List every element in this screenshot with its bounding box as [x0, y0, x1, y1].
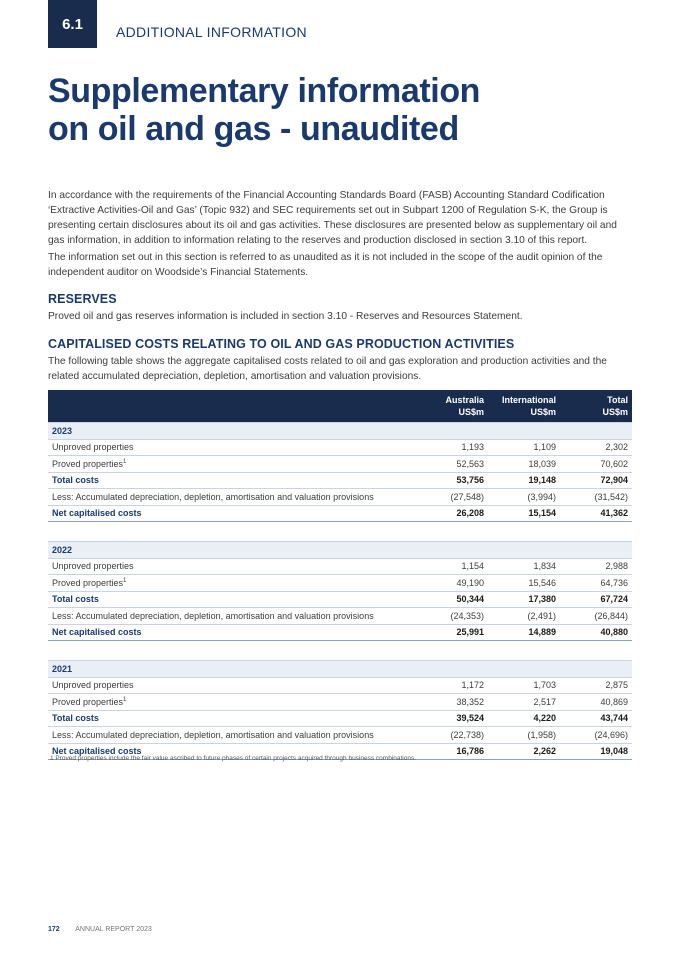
row-value: 26,208 [416, 505, 488, 522]
row-value: 19,148 [488, 472, 560, 489]
row-value: (24,353) [416, 608, 488, 625]
row-label: Proved properties$^1$ [48, 456, 416, 473]
year-label: 2023 [48, 423, 632, 440]
row-label: Total costs [48, 710, 416, 727]
row-value: 1,172 [416, 677, 488, 694]
row-label: Proved properties$^1$ [48, 694, 416, 711]
table-row [48, 710, 632, 727]
row-value: 1,834 [488, 558, 560, 575]
table-header-row [48, 390, 632, 423]
row-value: 1,154 [416, 558, 488, 575]
row-value: (31,542) [560, 489, 632, 506]
year-row [48, 542, 632, 559]
row-label: Proved properties$^1$ [48, 575, 416, 592]
table-row [48, 558, 632, 575]
table-row [48, 472, 632, 489]
table-row [48, 727, 632, 744]
row-value: 49,190 [416, 575, 488, 592]
row-value: 2,302 [560, 439, 632, 456]
row-value: 52,563 [416, 456, 488, 473]
row-value: (1,958) [488, 727, 560, 744]
row-value: 43,744 [560, 710, 632, 727]
row-value: 16,786 [416, 743, 488, 760]
page-number: 172 [48, 926, 60, 933]
table-row [48, 624, 632, 641]
report-name: ANNUAL REPORT 2023 [75, 926, 152, 933]
year-row [48, 423, 632, 440]
year-row [48, 661, 632, 678]
row-value: 2,988 [560, 558, 632, 575]
page-title [48, 72, 608, 148]
row-value: 1,193 [416, 439, 488, 456]
row-value: (3,994) [488, 489, 560, 506]
row-value: 2,517 [488, 694, 560, 711]
header-blank [48, 390, 416, 423]
row-value: 1,109 [488, 439, 560, 456]
row-value: 70,602 [560, 456, 632, 473]
section-title: ADDITIONAL INFORMATION [116, 24, 307, 40]
table-spacer [48, 522, 632, 542]
row-label: Unproved properties [48, 439, 416, 456]
capitalised-costs-heading: CAPITALISED COSTS RELATING TO OIL AND GAS PRODUCTION ACTIVITIES [48, 337, 515, 351]
row-label: Unproved properties [48, 677, 416, 694]
row-value: 25,991 [416, 624, 488, 641]
row-value: 50,344 [416, 591, 488, 608]
row-value: 38,352 [416, 694, 488, 711]
table-row [48, 694, 632, 711]
table-row [48, 439, 632, 456]
table-row [48, 591, 632, 608]
footnote-marker: 1 [123, 458, 127, 465]
row-value: (27,548) [416, 489, 488, 506]
row-label: Net capitalised costs [48, 743, 416, 760]
row-label: Total costs [48, 591, 416, 608]
row-label: Total costs [48, 472, 416, 489]
header-australia: Australia US$m [416, 390, 488, 423]
row-label: Less: Accumulated depreciation, depletion, amortisation and valuation provisions [48, 489, 416, 506]
row-value: 2,875 [560, 677, 632, 694]
row-value: 64,736 [560, 575, 632, 592]
header-total: Total US$m [560, 390, 632, 423]
capitalised-costs-text: The following table shows the aggregate capitalised costs related to oil and gas exploration and production activities and the related accumulated depreciation, depletion, amortisation and valuation provisions. [48, 356, 607, 382]
row-value: 53,756 [416, 472, 488, 489]
reserves-text: Proved oil and gas reserves information is included in section 3.10 - Reserves and Resources Statement. [48, 311, 523, 322]
row-value: 39,524 [416, 710, 488, 727]
year-label: 2022 [48, 542, 632, 559]
row-value: 41,362 [560, 505, 632, 522]
row-label: Unproved properties [48, 558, 416, 575]
table-row [48, 575, 632, 592]
row-value: 40,880 [560, 624, 632, 641]
capitalised-costs-table [48, 390, 632, 760]
row-value: (2,491) [488, 608, 560, 625]
footnote-marker: 1 [123, 577, 127, 584]
footnote-marker: 1 [123, 696, 127, 703]
page-footer [48, 926, 152, 933]
table-spacer [48, 641, 632, 661]
row-label: Net capitalised costs [48, 624, 416, 641]
row-label: Less: Accumulated depreciation, depletion, amortisation and valuation provisions [48, 608, 416, 625]
intro-paragraph-1: In accordance with the requirements of the Financial Accounting Standards Board (FASB) Accounting Standard Codification ‘Extractive Activities-Oil and Gas’ (Topic 932) and SEC requirements set out in Subpart 1200 of Regulation S-K, the Group is presenting certain disclosures about its oil and gas activities. These disclosures are presented below as supplementary oil and gas information, in addition to information relating to the reserves and production disclosed in section 3.10 of this report. [48, 190, 617, 246]
table-row [48, 505, 632, 522]
row-value: 1,703 [488, 677, 560, 694]
row-value: 17,380 [488, 591, 560, 608]
table-row [48, 608, 632, 625]
row-value: 4,220 [488, 710, 560, 727]
year-label: 2021 [48, 661, 632, 678]
row-value: 18,039 [488, 456, 560, 473]
row-value: 15,154 [488, 505, 560, 522]
row-value: (26,844) [560, 608, 632, 625]
table-row [48, 456, 632, 473]
intro-paragraph-2: The information set out in this section is referred to as unaudited as it is not included in the scope of the audit opinion of the independent auditor on Woodside’s Financial Statements. [48, 252, 603, 278]
page-title-line-2: on oil and gas - unaudited [48, 110, 459, 148]
section-number: 6.1 [48, 0, 97, 48]
row-label: Less: Accumulated depreciation, depletion, amortisation and valuation provisions [48, 727, 416, 744]
row-value: 72,904 [560, 472, 632, 489]
row-value: 2,262 [488, 743, 560, 760]
reserves-heading: RESERVES [48, 292, 117, 306]
row-value: (22,738) [416, 727, 488, 744]
row-value: 14,889 [488, 624, 560, 641]
row-value: 15,546 [488, 575, 560, 592]
footnote: 1 Proved properties include the fair value ascribed to future phases of certain projects acquired through business combinations. [50, 755, 417, 762]
row-value: 19,048 [560, 743, 632, 760]
row-value: 40,869 [560, 694, 632, 711]
row-value: (24,696) [560, 727, 632, 744]
table-row [48, 677, 632, 694]
table-row [48, 489, 632, 506]
row-label: Net capitalised costs [48, 505, 416, 522]
row-value: 67,724 [560, 591, 632, 608]
header-international: International US$m [488, 390, 560, 423]
page-title-line-1: Supplementary information [48, 72, 481, 110]
